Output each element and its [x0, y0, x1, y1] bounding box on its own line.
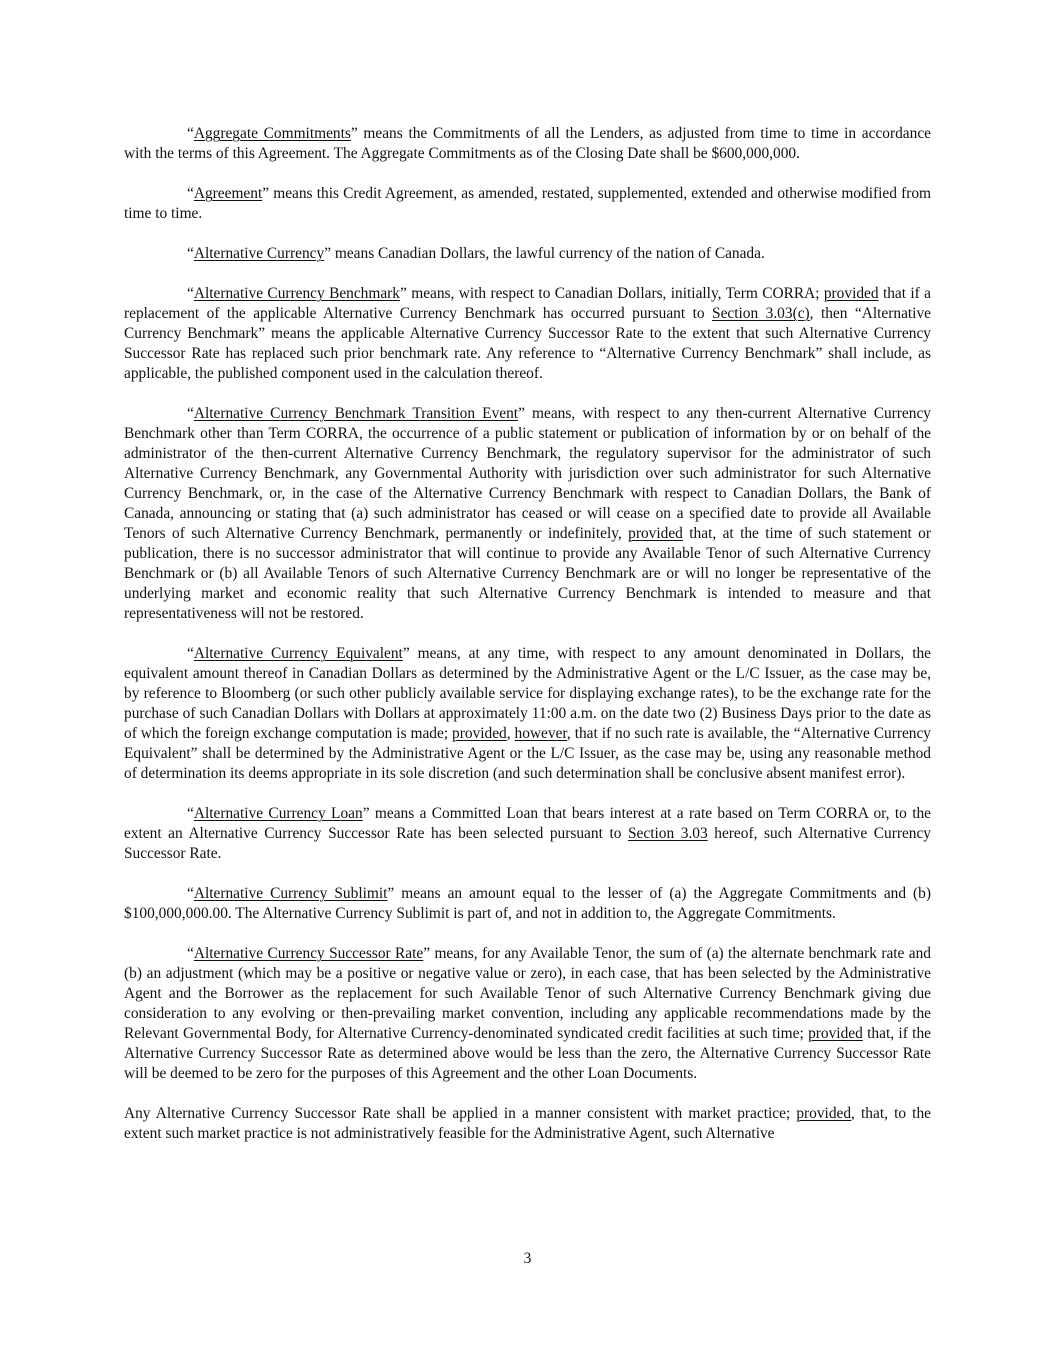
defined-term: Alternative Currency Sublimit: [193, 885, 388, 902]
document-page: [124, 124, 931, 1164]
defined-term: Alternative Currency Benchmark Transition Event: [193, 405, 519, 422]
quote-open: “: [187, 245, 194, 262]
provided-word: provided: [808, 1025, 863, 1042]
quote-close: ”: [324, 245, 332, 262]
defined-term: Alternative Currency Loan: [193, 805, 363, 822]
definition-text: that, at the time of such statement or publication, there is no successor administrator that will continue to provide any Available Tenor of such Alternative Currency Benchmark or (b) all Available Tenors of such Alternative Currency Benchmark are or will no longer be representative of the underlying market and economic reality that such Alternative Currency Benchmark is intended to measure and that representativeness will not be restored.: [124, 525, 931, 622]
quote-open: “: [187, 805, 194, 822]
definition-alternative-currency-successor-rate: [124, 944, 931, 1084]
quote-open: “: [187, 885, 194, 902]
defined-term: Alternative Currency Benchmark: [193, 285, 401, 302]
successor-rate-application-paragraph: [124, 1104, 931, 1144]
provided-word: provided: [628, 525, 683, 542]
definition-text: means an amount equal to the lesser of (a) the Aggregate Commitments and (b) $100,000,000.00. The Alternative Currency Sublimit is part of, and not in addition to, the Aggregate Commitments.: [124, 885, 931, 922]
definition-alternative-currency-equivalent: [124, 644, 931, 784]
definition-text: , then “Alternative Currency Benchmark” means the applicable Alternative Currency Successor Rate to the extent that such Alternative Currency Successor Rate has replaced such prior benchmark rate. Any reference to “Alternative Currency Benchmark” shall include, as applicable, the published component used in the calculation thereof.: [124, 305, 931, 382]
definition-text: that, if the Alternative Currency Successor Rate as determined above would be less than the zero, the Alternative Currency Successor Rate will be deemed to be zero for the purposes of this Agreement and the other Loan Documents.: [124, 1025, 931, 1082]
defined-term: Alternative Currency Successor Rate: [193, 945, 424, 962]
quote-open: “: [187, 185, 194, 202]
definition-alternative-currency-benchmark: [124, 284, 931, 384]
page-number: 3: [523, 1250, 532, 1267]
quote-close: ”: [262, 185, 270, 202]
definition-text: means, with respect to Canadian Dollars, initially, Term CORRA;: [406, 285, 824, 302]
definition-text: means this Credit Agreement, as amended, restated, supplemented, extended and otherwise modified from time to time.: [124, 185, 931, 222]
comma: ,: [506, 725, 515, 742]
definition-text: means Canadian Dollars, the lawful currency of the nation of Canada.: [331, 245, 765, 262]
definition-aggregate-commitments: [124, 124, 931, 164]
quote-close: ”: [350, 125, 358, 142]
quote-close: ”: [362, 805, 370, 822]
paragraph-text: , that, to the extent such market practice is not administratively feasible for the Administrative Agent, such Alternative: [124, 1105, 931, 1142]
definition-text: , that if no such rate is available, the “Alternative Currency Equivalent” shall be determined by the Administrative Agent or the L/C Issuer, as the case may be, using any reasonable method of determination its deems appropriate in its sole discretion (and such determination shall be conclusive absent manifest error).: [124, 725, 931, 782]
definition-alternative-currency-benchmark-transition-event: [124, 404, 931, 624]
provided-word: provided: [452, 725, 507, 742]
quote-close: ”: [387, 885, 395, 902]
definition-text: hereof, such Alternative Currency Successor Rate.: [124, 825, 932, 862]
definition-text: means, with respect to any then-current Alternative Currency Benchmark other than Term CORRA, the occurrence of a public statement or publication of information by or on behalf of the administrator of the then-current Alternative Currency Benchmark, the regulatory supervisor for the administrator of such Alternative Currency Benchmark, any Governmental Authority with jurisdiction over such administrator for such Alternative Currency Benchmark, or, in the case of the Alternative Currency Benchmark with respect to Canadian Dollars, the Bank of Canada, announcing or stating that (a) such administrator has ceased or will cease on a specified date to provide all Available Tenors of such Alternative Currency Benchmark, permanently or indefinitely,: [124, 405, 931, 542]
quote-close: ”: [423, 945, 431, 962]
definition-agreement: [124, 184, 931, 224]
quote-open: “: [187, 645, 194, 662]
quote-close: ”: [400, 285, 407, 302]
definition-alternative-currency-sublimit: [124, 884, 931, 924]
definition-text: means, for any Available Tenor, the sum of (a) the alternate benchmark rate and (b) an adjustment (which may be a positive or negative value or zero), in each case, that has been selected by the Administrative Agent and the Borrower as the replacement for such Available Tenor of such Alternative Currency Benchmark giving due consideration to any evolving or then-prevailing market convention, including any applicable recommendations made by the Relevant Governmental Body, for Alternative Currency-denominated syndicated credit facilities at such time;: [124, 945, 931, 1042]
section-reference: Section 3.03(c): [712, 305, 810, 322]
defined-term: Aggregate Commitments: [193, 125, 351, 142]
quote-open: “: [187, 125, 194, 142]
quote-close: ”: [518, 405, 525, 422]
definition-text: that if a replacement of the applicable Alternative Currency Benchmark has occurred pursuant to: [124, 285, 931, 322]
quote-open: “: [187, 285, 194, 302]
defined-term: Alternative Currency Equivalent: [193, 645, 403, 662]
definition-alternative-currency-loan: [124, 804, 931, 864]
quote-open: “: [187, 945, 194, 962]
however-word: however: [514, 725, 567, 742]
paragraph-text: Any Alternative Currency Successor Rate shall be applied in a manner consistent with market practice;: [124, 1105, 797, 1122]
quote-open: “: [187, 405, 194, 422]
provided-word: provided: [796, 1105, 852, 1122]
definition-text: means the Commitments of all the Lenders, as adjusted from time to time in accordance with the terms of this Agreement. The Aggregate Commitments as of the Closing Date shall be $600,000,000.: [124, 125, 931, 162]
definition-text: means a Committed Loan that bears interest at a rate based on Term CORRA or, to the extent an Alternative Currency Successor Rate has been selected pursuant to: [124, 805, 931, 842]
quote-close: ”: [402, 645, 410, 662]
provided-word: provided: [823, 285, 879, 302]
defined-term: Alternative Currency: [193, 245, 325, 262]
defined-term: Agreement: [193, 185, 263, 202]
definition-text: means, at any time, with respect to any amount denominated in Dollars, the equivalent amount thereof in Canadian Dollars as determined by the Administrative Agent or the L/C Issuer, as the case may be, by reference to Bloomberg (or such other publicly available service for displaying exchange rates), to be the exchange rate for the purchase of such Canadian Dollars with Dollars at approximately 11:00 a.m. on the date two (2) Business Days prior to the date as of which the foreign exchange computation is made;: [124, 645, 931, 742]
section-reference: Section 3.03: [628, 825, 708, 842]
definition-alternative-currency: [124, 244, 931, 264]
